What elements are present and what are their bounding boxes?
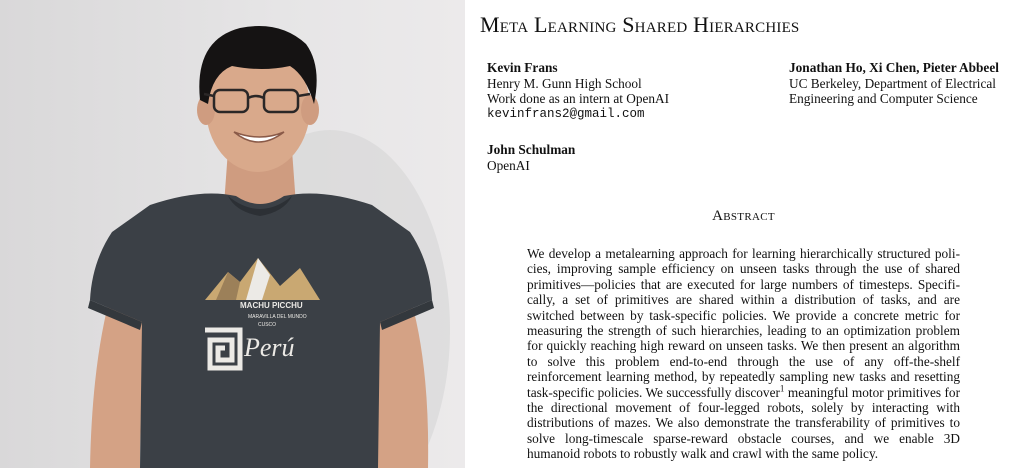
author-affiliation: Henry M. Gunn High School bbox=[487, 75, 642, 91]
author-affiliation: OpenAI bbox=[487, 157, 530, 173]
shirt-print-logo-text: Perú bbox=[244, 333, 295, 362]
footnote-marker[interactable]: 1 bbox=[779, 383, 785, 394]
author-block-john-schulman bbox=[487, 142, 767, 173]
author-photo-illustration bbox=[0, 0, 465, 468]
author-affiliation: UC Berkeley, Department of Electrical bbox=[789, 75, 996, 91]
author-name: John Schulman bbox=[487, 142, 576, 157]
abstract-text: meaningful motor primitives for the directional movement of four-legged robots, solely by interacting with distributions of mazes. We also demonstrate the transferability of primitives to solve long-timescale sparse-reward obstacle courses, and we enable 3D humanoid robots to robustly walk and crawl with the same policy. bbox=[527, 384, 960, 462]
abstract-body bbox=[527, 246, 960, 462]
author-photo bbox=[0, 0, 465, 468]
author-name: Jonathan Ho, Xi Chen, Pieter Abbeel bbox=[789, 60, 999, 75]
shirt-print-line3: CUSCO bbox=[258, 322, 277, 328]
author-name: Kevin Frans bbox=[487, 60, 558, 75]
shirt-print-line1: MACHU PICCHU bbox=[240, 301, 303, 310]
author-block-berkeley bbox=[789, 60, 1009, 107]
author-email[interactable]: kevinfrans2@gmail.com bbox=[487, 106, 645, 121]
author-affiliation: Engineering and Computer Science bbox=[789, 91, 978, 106]
shirt-print-line2: MARAVILLA DEL MUNDO bbox=[248, 314, 307, 320]
author-affiliation: Work done as an intern at OpenAI bbox=[487, 91, 670, 106]
paper-title: Meta Learning Shared Hierarchies bbox=[480, 12, 800, 37]
abstract-heading: Abstract bbox=[712, 208, 775, 224]
abstract-text: We develop a metalearning approach for learning hierarchically structured policies, improving sample efficiency on unseen tasks through the use of shared primitives—policies that are executed for large numbers of timesteps. Specifically, a set of primitives are shared within a distribution of tasks, and are switched between by task-specific policies. We provide a concrete metric for measuring the strength of such hierarchies, leading to an optimization problem for quickly reaching high reward on unseen tasks. We then present an algorithm to solve this problem end-to-end through the use of any off-the-shelf reinforcement learning method, by repeatedly sampling new tasks and resetting task-specific policies. We successfully discover bbox=[527, 246, 960, 400]
author-block-kevin-frans bbox=[487, 60, 767, 122]
